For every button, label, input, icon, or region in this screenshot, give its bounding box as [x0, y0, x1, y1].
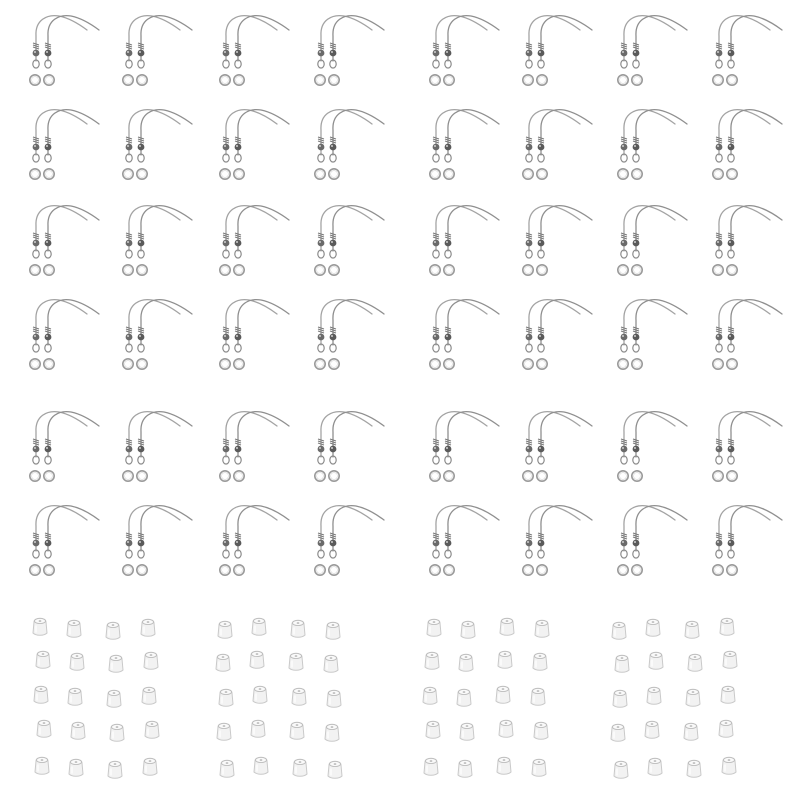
rubber-earring-back — [289, 653, 303, 670]
rubber-earring-back — [721, 686, 735, 703]
rubber-earring-back — [461, 621, 475, 638]
rubber-earring-back — [686, 689, 700, 706]
rubber-earring-back — [144, 652, 158, 669]
rubber-earring-back — [534, 722, 548, 739]
rubber-earring-back — [110, 724, 124, 741]
rubber-earring-back — [109, 655, 123, 672]
rubber-earring-back — [220, 760, 234, 777]
rubber-earring-back — [216, 654, 230, 671]
rubber-earring-back — [68, 688, 82, 705]
rubber-earring-back — [325, 724, 339, 741]
rubber-earring-back — [291, 620, 305, 637]
rubber-earring-back — [646, 619, 660, 636]
rubber-earring-back — [719, 720, 733, 737]
rubber-earring-back — [684, 723, 698, 740]
rubber-earring-back — [497, 757, 511, 774]
rubber-earring-back — [531, 688, 545, 705]
rubber-earring-back — [36, 651, 50, 668]
rubber-earring-back — [532, 759, 546, 776]
rubber-earring-back — [252, 618, 266, 635]
rubber-earring-back — [614, 761, 628, 778]
rubber-earring-back — [326, 622, 340, 639]
rubber-earring-back — [328, 761, 342, 778]
rubber-earring-back — [324, 655, 338, 672]
rubber-earring-back — [459, 654, 473, 671]
rubber-earring-back — [70, 653, 84, 670]
rubber-earring-back — [499, 720, 513, 737]
rubber-earring-back — [327, 690, 341, 707]
rubber-earring-back — [425, 652, 439, 669]
rubber-earring-back — [34, 686, 48, 703]
rubber-earring-back — [108, 761, 122, 778]
rubber-earring-back — [720, 618, 734, 635]
rubber-earring-back — [217, 723, 231, 740]
rubber-earring-back — [423, 687, 437, 704]
rubber-earring-back — [251, 720, 265, 737]
rubber-earring-back — [613, 690, 627, 707]
rubber-earring-back — [611, 724, 625, 741]
rubber-earring-back — [37, 720, 51, 737]
rubber-earring-back — [254, 757, 268, 774]
rubber-earring-back — [500, 618, 514, 635]
rubber-earring-back — [648, 758, 662, 775]
rubber-earring-back — [33, 618, 47, 635]
rubber-earring-back — [496, 686, 510, 703]
rubber-earring-back — [143, 758, 157, 775]
rubber-earring-back — [722, 757, 736, 774]
rubber-earring-back — [426, 721, 440, 738]
rubber-earring-back — [645, 721, 659, 738]
rubber-earring-back — [458, 760, 472, 777]
rubber-earring-back — [460, 723, 474, 740]
rubber-earring-back — [533, 653, 547, 670]
rubber-earring-back — [293, 759, 307, 776]
rubber-earring-back — [535, 620, 549, 637]
rubber-earring-back — [688, 654, 702, 671]
rubber-earring-back — [427, 619, 441, 636]
rubber-earring-back — [35, 757, 49, 774]
rubber-earring-back — [219, 689, 233, 706]
rubber-earring-back — [292, 688, 306, 705]
rubber-earring-back — [250, 651, 264, 668]
rubber-earring-back — [290, 722, 304, 739]
rubber-earring-back — [141, 619, 155, 636]
rubber-earring-back — [142, 687, 156, 704]
rubber-earring-back — [649, 652, 663, 669]
rubber-earring-back — [424, 758, 438, 775]
rubber-earring-back — [67, 620, 81, 637]
rubber-earring-back — [723, 651, 737, 668]
rubber-earring-back — [71, 722, 85, 739]
rubber-earring-back — [69, 759, 83, 776]
rubber-earring-back — [687, 760, 701, 777]
rubber-earring-back — [612, 622, 626, 639]
rubber-earring-back — [218, 621, 232, 638]
rubber-earring-back — [253, 686, 267, 703]
rubber-earring-back — [106, 622, 120, 639]
rubber-earring-back — [685, 621, 699, 638]
rubber-earring-back — [457, 689, 471, 706]
rubber-earring-back — [615, 655, 629, 672]
rubber-earring-back — [145, 721, 159, 738]
rubber-earring-back — [647, 687, 661, 704]
rubber-earring-back — [107, 690, 121, 707]
rubber-earring-back — [498, 651, 512, 668]
